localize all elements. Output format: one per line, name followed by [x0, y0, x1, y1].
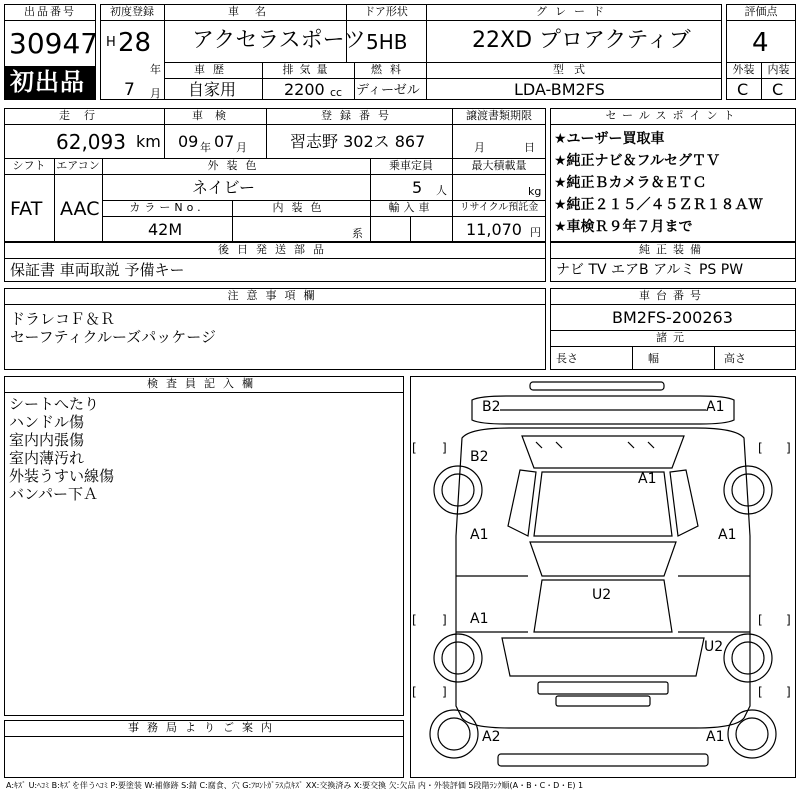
equipment-value: ナビ TV エアB アルミ PS PW [556, 262, 744, 278]
svg-text:]: ] [442, 441, 447, 455]
fuel: ディーゼル [356, 83, 420, 98]
model-code: LDA-BM2FS [514, 80, 605, 99]
mileage-label: 走行 [59, 109, 109, 122]
inspection-label: 車検 [192, 109, 238, 122]
transfer-label: 譲渡書類期限 [466, 109, 532, 122]
chassis-label: 車台番号 [639, 289, 707, 302]
inspector-line: バンパー下Ａ [9, 485, 98, 503]
era: H [106, 35, 116, 50]
damage-rear-door-right: A1 [718, 527, 737, 543]
model-label: 型式 [553, 63, 595, 76]
reg-label: 初度登録 [110, 5, 154, 18]
grade-label: グレード [536, 5, 612, 18]
name-label: 車名 [228, 5, 282, 18]
score: 4 [752, 28, 769, 58]
sales-points-list [554, 128, 763, 238]
insp-year-unit: 年 [200, 141, 211, 154]
sales-point: ★純正ナビ＆フルセグＴＶ [554, 153, 720, 169]
insp-month-unit: 月 [236, 141, 247, 154]
int-grade: C [772, 80, 784, 99]
damage-front-right: A1 [706, 729, 725, 745]
mileage-unit: km [136, 132, 161, 151]
score-label: 評価点 [744, 5, 778, 18]
notes-label: 注意事項欄 [227, 289, 323, 302]
inspector-line: 室内薄汚れ [9, 449, 85, 467]
equipment-label: 純正装備 [639, 243, 707, 256]
sales-point: ★純正Ｂカメラ＆ＥＴＣ [554, 175, 707, 191]
plate: 習志野 302ス 867 [290, 132, 426, 151]
transfer-month-unit: 月 [474, 141, 485, 154]
history-label: 車歴 [194, 63, 232, 76]
fuel-label: 燃料 [371, 63, 409, 76]
note-line: セーフティクルーズパッケージ [10, 328, 216, 346]
shift: FAT [10, 198, 43, 220]
note-line: ドラレコＦ＆Ｒ [10, 310, 116, 328]
svg-text:]: ] [786, 685, 791, 699]
inspector-line: 室内内張傷 [9, 431, 85, 449]
later-parts-label: 後日発送部品 [218, 243, 332, 256]
svg-text:]: ] [786, 613, 791, 627]
year-unit: 年 [150, 63, 161, 76]
legend: A:ｷｽﾞ U:ﾍｺﾐ B:ｷｽﾞを伴うﾍｺﾐ P:要塗装 W:補修跡 S:錆 C:腐食、穴 G:ﾌﾛﾝﾄｶﾞﾗｽ点ｷｽﾞ XX:交換済み X:要交換 欠:欠品 内・外装評価 5段階ﾗﾝｸ順(A・B・C・D・E) 1 [6, 781, 584, 790]
insp-month: 07 [214, 132, 235, 151]
sales-points-label: セールスポイント [605, 109, 741, 122]
transfer-day-unit: 日 [524, 141, 535, 154]
ext-color: ネイビー [192, 178, 256, 197]
car-name: アクセラスポーツ [192, 28, 366, 53]
import-label: 輸入車 [388, 201, 434, 214]
svg-text:[: [ [758, 613, 763, 627]
office-label: 事務局よりご案内 [128, 721, 280, 734]
notes-list [10, 310, 216, 346]
svg-text:[: [ [758, 441, 763, 455]
damage-hood: U2 [592, 587, 612, 603]
damage-rear-door-left: A1 [470, 527, 489, 543]
inspector-line: シートへたり [9, 395, 100, 413]
ac-label: エアコン [56, 159, 100, 172]
sales-point: ★車検Ｒ９年７月まで [554, 219, 693, 235]
svg-text:[: [ [412, 613, 417, 627]
length-label: 長さ [556, 352, 578, 365]
svg-text:[: [ [758, 685, 763, 699]
lot-number: 30947 [9, 27, 99, 60]
vehicle-info-grid [4, 108, 546, 242]
recycle: 11,070 [466, 220, 522, 239]
disp-label: 排気量 [282, 63, 334, 76]
inspector-line: ハンドル傷 [9, 413, 85, 431]
later-parts-value: 保証書 車両取説 予備キー [10, 261, 185, 279]
load-label: 最大積載量 [471, 159, 527, 172]
damage-front-left: A2 [482, 729, 501, 745]
color-no: 42M [148, 220, 183, 239]
grade: 22XD プロアクティブ [472, 28, 691, 53]
damage-quarter-left: B2 [470, 449, 489, 465]
inspector-line: 外装うすい線傷 [9, 467, 115, 485]
plate-label: 登録番号 [321, 109, 397, 122]
int-color-label: 内装色 [272, 201, 330, 214]
height-label: 高さ [724, 352, 746, 365]
disp-unit: cc [330, 86, 343, 99]
insp-year: 09 [178, 132, 199, 151]
door-type: 5HB [366, 30, 408, 54]
dims-label: 諸元 [656, 331, 690, 344]
month-unit: 月 [150, 87, 161, 100]
load-unit: kg [528, 185, 542, 198]
reg-month: 7 [124, 80, 135, 100]
damage-roof: A1 [638, 471, 657, 487]
history: 自家用 [188, 80, 237, 99]
sales-point: ★ユーザー買取車 [554, 131, 665, 147]
mileage: 62,093 [56, 130, 126, 154]
capacity-label: 乗車定員 [389, 159, 433, 172]
inspector-label: 検査員記入欄 [147, 377, 261, 390]
damage-fender-right: U2 [704, 639, 724, 655]
reg-year: 28 [118, 28, 152, 58]
sales-point: ★純正２１５／４５ＺＲ１８ＡＷ [554, 197, 763, 213]
svg-text:[: [ [412, 441, 417, 455]
damage-front-door-left: A1 [470, 611, 489, 627]
int-color-suffix: 系 [352, 227, 363, 240]
displacement: 2200 [284, 80, 325, 99]
recycle-unit: 円 [530, 226, 541, 239]
recycle-label: リサイクル預託金 [459, 202, 539, 213]
svg-text:[: [ [412, 685, 417, 699]
chassis-number: BM2FS-200263 [612, 308, 733, 327]
int-label: 内装 [767, 63, 790, 76]
ac: AAC [60, 198, 100, 220]
width-label: 幅 [648, 352, 659, 365]
lot-label: 出品番号 [24, 5, 76, 18]
ext-grade: C [737, 80, 749, 99]
capacity-unit: 人 [436, 184, 447, 197]
door-label: ドア形状 [364, 5, 408, 18]
svg-text:]: ] [786, 441, 791, 455]
first-listing-text: 初出品 [10, 68, 85, 96]
shift-label: シフト [12, 159, 46, 172]
damage-rear-right: A1 [706, 399, 725, 415]
damage-rear-left: B2 [482, 399, 501, 415]
ext-label: 外装 [732, 63, 755, 76]
ext-color-label: 外装色 [207, 159, 265, 172]
inspector-list [9, 395, 114, 503]
color-no-label: カラーNo. [129, 201, 205, 214]
svg-text:]: ] [442, 685, 447, 699]
car-diagram [410, 376, 796, 778]
capacity: 5 [412, 178, 423, 197]
svg-text:]: ] [442, 613, 447, 627]
